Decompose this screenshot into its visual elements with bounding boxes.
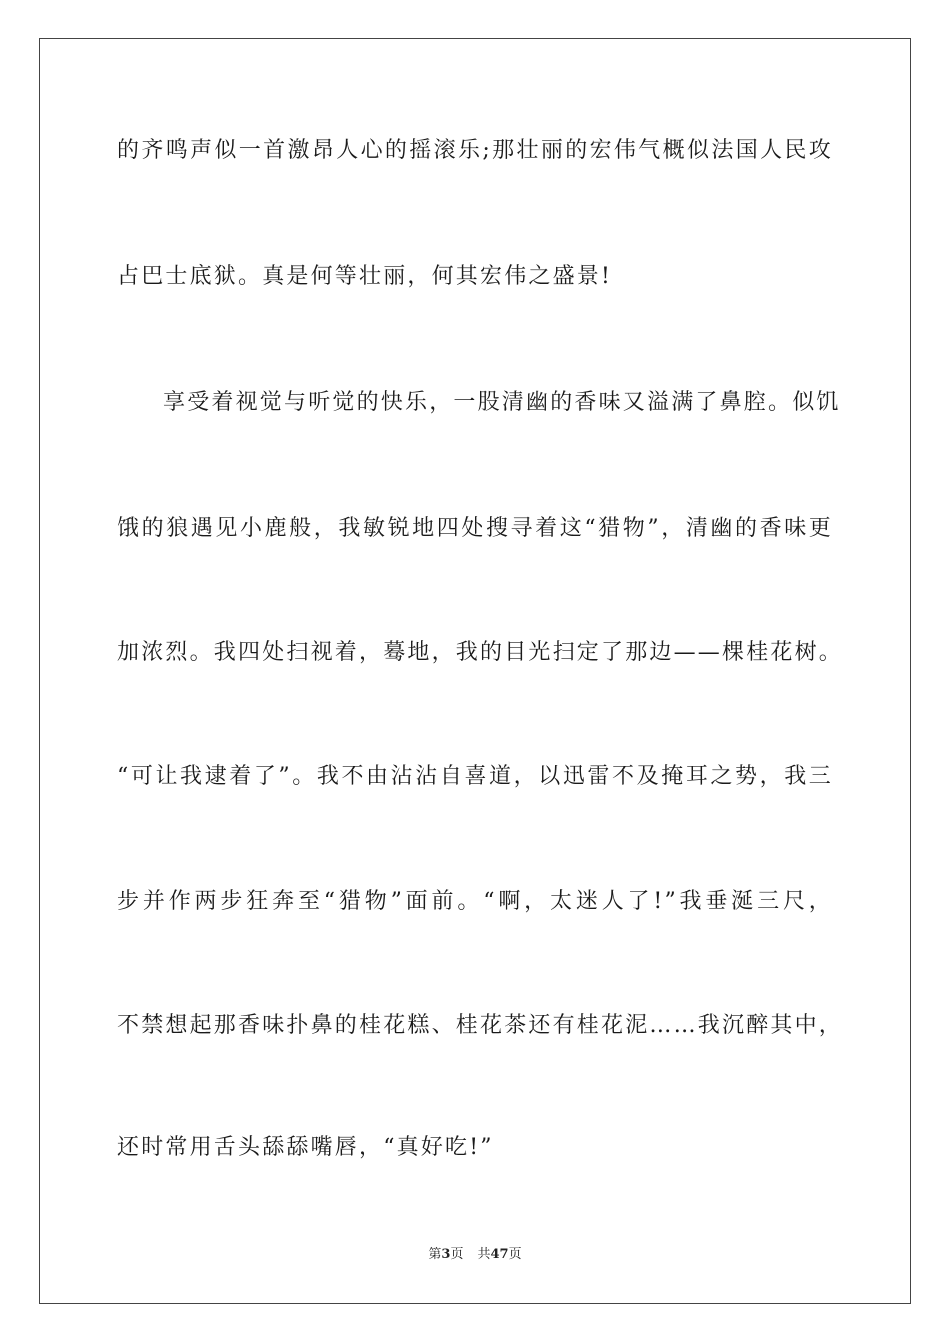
page-border bbox=[39, 38, 911, 1304]
total-suffix: 页 bbox=[508, 1247, 522, 1262]
page-prefix: 第 bbox=[428, 1247, 442, 1262]
text-line-9: 还时常用舌头舔舔嘴唇，“真好吃!” bbox=[117, 1135, 494, 1160]
text-line-7: 步并作两步狂奔至“猎物”面前。“啊，太迷人了!”我垂涎三尺， bbox=[117, 889, 833, 914]
text-line-8: 不禁想起那香味扑鼻的桂花糕、桂花茶还有桂花泥……我沉醉其中， bbox=[117, 1013, 844, 1038]
text-line-4: 饿的狼遇见小鹿般，我敏锐地四处搜寻着这“猎物”，清幽的香味更 bbox=[117, 516, 833, 541]
page-number: 3 bbox=[441, 1247, 451, 1262]
text-line-5: 加浓烈。我四处扫视着，蓦地，我的目光扫定了那边——棵桂花树。 bbox=[117, 640, 844, 665]
text-line-6: “可让我逮着了”。我不由沾沾自喜道，以迅雷不及掩耳之势，我三 bbox=[117, 764, 833, 789]
page-footer bbox=[0, 1246, 950, 1264]
text-line-1: 的齐鸣声似一首激昂人心的摇滚乐;那壮丽的宏伟气概似法国人民攻 bbox=[117, 138, 833, 163]
text-line-3: 享受着视觉与听觉的快乐，一股清幽的香味又溢满了鼻腔。似饥 bbox=[163, 390, 841, 415]
total-prefix: 共 bbox=[477, 1247, 491, 1262]
page-suffix: 页 bbox=[450, 1247, 464, 1262]
text-line-2: 占巴士底狱。真是何等壮丽，何其宏伟之盛景! bbox=[117, 264, 613, 289]
total-pages: 47 bbox=[490, 1247, 509, 1262]
